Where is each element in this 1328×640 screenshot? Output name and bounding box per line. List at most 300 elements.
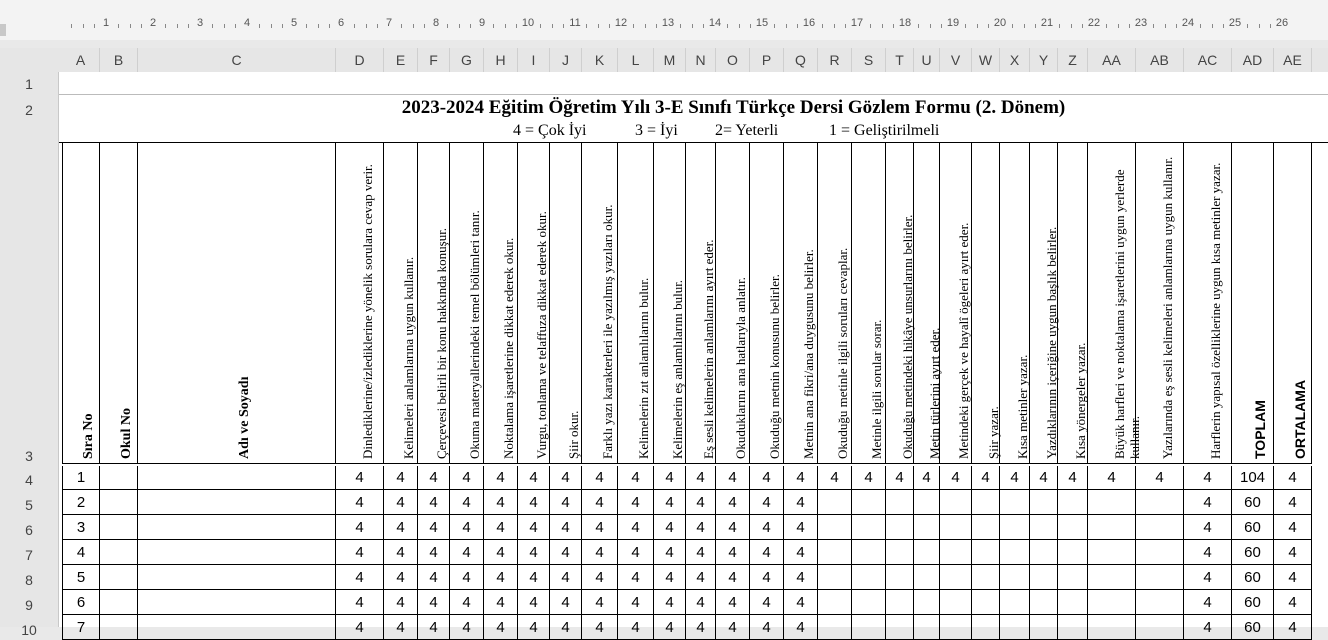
header-criterion[interactable] — [418, 142, 450, 464]
cell-score[interactable]: 4 — [654, 565, 686, 590]
cell-score[interactable] — [1030, 615, 1058, 640]
column-header-B[interactable]: B — [100, 48, 138, 72]
cell-score[interactable] — [972, 615, 1000, 640]
cell-score[interactable]: 4 — [384, 490, 418, 515]
cell-score[interactable] — [1058, 615, 1088, 640]
column-header-T[interactable]: T — [886, 48, 914, 72]
cell-toplam[interactable]: 60 — [1232, 540, 1274, 565]
cell-ortalama[interactable]: 4 — [1274, 590, 1312, 615]
cell-score[interactable]: 4 — [618, 565, 654, 590]
cell-score[interactable]: 4 — [450, 590, 484, 615]
cell-score[interactable] — [940, 490, 972, 515]
header-criterion[interactable] — [1136, 142, 1184, 464]
column-header-S[interactable]: S — [852, 48, 886, 72]
cell-toplam[interactable]: 60 — [1232, 565, 1274, 590]
column-header-X[interactable]: X — [1000, 48, 1030, 72]
row-header-4[interactable]: 4 — [25, 472, 33, 488]
cell-score[interactable]: 4 — [716, 515, 750, 540]
cell-score[interactable] — [972, 515, 1000, 540]
cell-score[interactable]: 4 — [686, 615, 716, 640]
cell-ortalama[interactable]: 4 — [1274, 466, 1312, 490]
cell-score[interactable]: 4 — [972, 466, 1000, 490]
ruler-tick — [680, 24, 681, 28]
cell-sira-no[interactable]: 3 — [62, 515, 100, 540]
column-header-AC[interactable]: AC — [1184, 48, 1232, 72]
cell-score[interactable] — [1000, 590, 1030, 615]
cell-score[interactable]: 4 — [450, 490, 484, 515]
row-header-9[interactable]: 9 — [25, 597, 33, 613]
cell-score[interactable]: 4 — [336, 590, 384, 615]
cell-score[interactable]: 4 — [716, 615, 750, 640]
cell-score[interactable]: 4 — [654, 615, 686, 640]
cell-adi-soyadi[interactable] — [138, 490, 336, 515]
cell-okul-no[interactable] — [100, 466, 138, 490]
cell-score[interactable]: 4 — [750, 490, 784, 515]
row-header-2[interactable]: 2 — [25, 102, 33, 118]
header-criterion[interactable] — [1088, 142, 1142, 464]
header-adi-soyadi[interactable] — [138, 142, 336, 464]
cell-score[interactable]: 4 — [750, 615, 784, 640]
cell-score[interactable]: 4 — [618, 615, 654, 640]
cell-toplam[interactable]: 104 — [1232, 466, 1274, 490]
cell-toplam[interactable]: 60 — [1232, 615, 1274, 640]
cell-score[interactable]: 4 — [582, 466, 618, 490]
cell-score[interactable]: 4 — [716, 540, 750, 565]
cell-score[interactable] — [818, 515, 852, 540]
cell-score[interactable]: 4 — [750, 540, 784, 565]
row-header-6[interactable]: 6 — [25, 522, 33, 538]
header-criterion[interactable] — [550, 142, 582, 464]
cell-score[interactable] — [972, 565, 1000, 590]
cell-score[interactable]: 4 — [384, 515, 418, 540]
cell-score[interactable]: 4 — [750, 565, 784, 590]
cell-adi-soyadi[interactable] — [138, 615, 336, 640]
column-header-H[interactable]: H — [484, 48, 518, 72]
header-criterion[interactable] — [618, 142, 654, 464]
cell-score[interactable]: 4 — [518, 540, 550, 565]
cell-score[interactable]: 4 — [384, 466, 418, 490]
cell-okul-no[interactable] — [100, 540, 138, 565]
cell-sira-no[interactable]: 6 — [62, 590, 100, 615]
cell-score[interactable]: 4 — [518, 490, 550, 515]
column-header-V[interactable]: V — [940, 48, 972, 72]
header-criterion[interactable] — [972, 142, 1000, 464]
cell-score[interactable] — [852, 490, 886, 515]
cell-score[interactable] — [818, 590, 852, 615]
cell-score[interactable] — [886, 565, 914, 590]
cell-score[interactable]: 4 — [686, 515, 716, 540]
cell-score[interactable]: 4 — [418, 466, 450, 490]
cell-okul-no[interactable] — [100, 565, 138, 590]
cell-score[interactable] — [886, 515, 914, 540]
cell-score[interactable] — [1088, 490, 1136, 515]
cell-adi-soyadi[interactable] — [138, 565, 336, 590]
cell-toplam[interactable]: 60 — [1232, 490, 1274, 515]
cell-score[interactable]: 4 — [582, 515, 618, 540]
cell-score[interactable]: 4 — [716, 490, 750, 515]
cell-score[interactable] — [1088, 590, 1136, 615]
cell-toplam[interactable]: 60 — [1232, 590, 1274, 615]
cell-sira-no[interactable]: 5 — [62, 565, 100, 590]
cell-score[interactable]: 4 — [686, 565, 716, 590]
row-header-1[interactable]: 1 — [25, 76, 33, 92]
column-header-M[interactable]: M — [654, 48, 686, 72]
cell-score[interactable] — [886, 590, 914, 615]
cell-score[interactable] — [852, 540, 886, 565]
cell-score[interactable] — [1088, 540, 1136, 565]
cell-score[interactable]: 4 — [1058, 466, 1088, 490]
cell-score[interactable]: 4 — [686, 466, 716, 490]
ruler-number: 2 — [149, 17, 157, 29]
cell-score[interactable] — [1030, 515, 1058, 540]
cell-score[interactable]: 4 — [418, 615, 450, 640]
cell-score[interactable]: 4 — [336, 540, 384, 565]
cell-score[interactable]: 4 — [784, 466, 818, 490]
header-criterion[interactable] — [914, 142, 940, 464]
cell-score[interactable]: 4 — [418, 565, 450, 590]
cell-adi-soyadi[interactable] — [138, 540, 336, 565]
cell-score[interactable]: 4 — [550, 490, 582, 515]
cell-score[interactable]: 4 — [618, 515, 654, 540]
cell-okul-no[interactable] — [100, 615, 138, 640]
cell-score[interactable] — [818, 490, 852, 515]
row-header-10[interactable]: 10 — [21, 622, 37, 638]
column-header-C[interactable]: C — [138, 48, 336, 72]
cell-score[interactable] — [1058, 590, 1088, 615]
worksheet[interactable] — [59, 72, 1328, 636]
cell-score[interactable]: 4 — [484, 540, 518, 565]
cell-score[interactable]: 4 — [518, 515, 550, 540]
column-header-Y[interactable]: Y — [1030, 48, 1058, 72]
header-criterion[interactable] — [582, 142, 618, 464]
cell-score[interactable]: 4 — [550, 615, 582, 640]
cell-score[interactable] — [1030, 490, 1058, 515]
cell-score[interactable] — [1030, 590, 1058, 615]
cell-score[interactable]: 4 — [582, 490, 618, 515]
cell-score[interactable] — [1000, 540, 1030, 565]
cell-score[interactable]: 4 — [550, 590, 582, 615]
header-criterion[interactable] — [940, 142, 972, 464]
cell-score[interactable]: 4 — [1088, 466, 1136, 490]
cell-score[interactable] — [1000, 615, 1030, 640]
column-header-I[interactable]: I — [518, 48, 550, 72]
header-sira-no[interactable] — [62, 142, 100, 464]
cell-okul-no[interactable] — [100, 590, 138, 615]
cell-sira-no[interactable]: 7 — [62, 615, 100, 640]
cell-adi-soyadi[interactable] — [138, 515, 336, 540]
column-header-AD[interactable]: AD — [1232, 48, 1274, 72]
cell-score[interactable]: 4 — [582, 540, 618, 565]
header-criterion[interactable] — [1030, 142, 1058, 464]
cell-score[interactable] — [852, 565, 886, 590]
cell-score[interactable]: 4 — [550, 515, 582, 540]
cell-score[interactable]: 4 — [550, 540, 582, 565]
header-criterion[interactable] — [450, 142, 484, 464]
cell-score[interactable]: 4 — [384, 540, 418, 565]
cell-score[interactable]: 4 — [484, 490, 518, 515]
column-header-AE[interactable]: AE — [1274, 48, 1312, 72]
column-header-O[interactable]: O — [716, 48, 750, 72]
cell-score[interactable]: 4 — [654, 540, 686, 565]
cell-score[interactable] — [1136, 540, 1184, 565]
column-header-Z[interactable]: Z — [1058, 48, 1088, 72]
cell-score[interactable]: 4 — [1184, 490, 1232, 515]
row-header-7[interactable]: 7 — [25, 547, 33, 563]
cell-score[interactable]: 4 — [418, 515, 450, 540]
cell-score[interactable] — [972, 540, 1000, 565]
column-header-AB[interactable]: AB — [1136, 48, 1184, 72]
cell-score[interactable]: 4 — [818, 466, 852, 490]
cell-score[interactable]: 4 — [686, 540, 716, 565]
cell-score[interactable]: 4 — [750, 515, 784, 540]
cell-score[interactable] — [914, 540, 940, 565]
cell-score[interactable]: 4 — [852, 466, 886, 490]
cell-score[interactable]: 4 — [384, 590, 418, 615]
cell-score[interactable] — [1058, 490, 1088, 515]
header-criterion[interactable] — [654, 142, 686, 464]
cell-score[interactable] — [1136, 590, 1184, 615]
cell-score[interactable]: 4 — [336, 615, 384, 640]
header-criterion[interactable] — [1184, 142, 1232, 464]
ruler-tick — [692, 24, 693, 28]
header-criterion-text: Okuduğu metindeki hikâye unsurlarını belirler. — [899, 214, 915, 459]
cell-score[interactable]: 4 — [618, 590, 654, 615]
cell-score[interactable] — [1000, 515, 1030, 540]
header-toplam[interactable] — [1232, 142, 1274, 464]
cell-score[interactable]: 4 — [686, 590, 716, 615]
cell-score[interactable]: 4 — [654, 490, 686, 515]
cell-sira-no[interactable]: 4 — [62, 540, 100, 565]
cell-okul-no[interactable] — [100, 490, 138, 515]
header-criterion[interactable] — [1058, 142, 1088, 464]
cell-ortalama[interactable]: 4 — [1274, 565, 1312, 590]
cell-score[interactable]: 4 — [686, 490, 716, 515]
row-header-3[interactable]: 3 — [25, 448, 33, 464]
cell-score[interactable] — [1058, 565, 1088, 590]
cell-score[interactable]: 4 — [582, 565, 618, 590]
cell-score[interactable]: 4 — [518, 466, 550, 490]
column-header-F[interactable]: F — [418, 48, 450, 72]
cell-score[interactable] — [1088, 565, 1136, 590]
table-row — [59, 490, 1328, 515]
ruler-tick — [930, 24, 931, 28]
cell-score[interactable]: 4 — [940, 466, 972, 490]
table-row — [59, 615, 1328, 640]
column-header-E[interactable]: E — [384, 48, 418, 72]
cell-score[interactable] — [1000, 565, 1030, 590]
cell-score[interactable] — [886, 540, 914, 565]
cell-score[interactable]: 4 — [618, 490, 654, 515]
cell-score[interactable]: 4 — [484, 565, 518, 590]
cell-score[interactable]: 4 — [550, 565, 582, 590]
cell-score[interactable] — [972, 490, 1000, 515]
cell-score[interactable] — [852, 515, 886, 540]
cell-score[interactable] — [852, 590, 886, 615]
cell-score[interactable] — [940, 540, 972, 565]
cell-score[interactable]: 4 — [518, 565, 550, 590]
cell-ortalama[interactable]: 4 — [1274, 615, 1312, 640]
cell-score[interactable] — [818, 615, 852, 640]
cell-score[interactable]: 4 — [450, 466, 484, 490]
cell-score[interactable]: 4 — [518, 590, 550, 615]
cell-score[interactable]: 4 — [1136, 466, 1184, 490]
column-header-K[interactable]: K — [582, 48, 618, 72]
cell-score[interactable]: 4 — [450, 615, 484, 640]
header-criterion-text: Kelimeleri anlamlarına uygun kullanır. — [400, 256, 416, 459]
cell-score[interactable]: 4 — [582, 615, 618, 640]
column-header-W[interactable]: W — [972, 48, 1000, 72]
column-header-D[interactable]: D — [336, 48, 384, 72]
cell-score[interactable]: 4 — [784, 515, 818, 540]
column-header-Q[interactable]: Q — [784, 48, 818, 72]
cell-score[interactable]: 4 — [716, 466, 750, 490]
cell-score[interactable] — [818, 565, 852, 590]
cell-score[interactable]: 4 — [336, 515, 384, 540]
cell-score[interactable]: 4 — [418, 540, 450, 565]
cell-score[interactable]: 4 — [550, 466, 582, 490]
column-header-N[interactable]: N — [686, 48, 716, 72]
header-criterion[interactable] — [784, 142, 818, 464]
header-criterion[interactable] — [1000, 142, 1030, 464]
header-criterion[interactable] — [384, 142, 418, 464]
header-criterion[interactable] — [716, 142, 750, 464]
cell-score[interactable] — [1000, 490, 1030, 515]
cell-score[interactable] — [886, 615, 914, 640]
cell-score[interactable] — [1058, 515, 1088, 540]
header-criterion[interactable] — [518, 142, 550, 464]
header-criterion[interactable] — [750, 142, 784, 464]
cell-score[interactable]: 4 — [518, 615, 550, 640]
cell-ortalama[interactable]: 4 — [1274, 515, 1312, 540]
cell-okul-no[interactable] — [100, 515, 138, 540]
cell-score[interactable]: 4 — [1184, 515, 1232, 540]
cell-score[interactable]: 4 — [618, 466, 654, 490]
cell-score[interactable] — [1136, 565, 1184, 590]
cell-score[interactable] — [914, 490, 940, 515]
header-criterion[interactable] — [336, 142, 384, 464]
cell-score[interactable] — [886, 490, 914, 515]
column-header-L[interactable]: L — [618, 48, 654, 72]
cell-score[interactable]: 4 — [750, 466, 784, 490]
cell-score[interactable]: 4 — [1030, 466, 1058, 490]
header-criterion[interactable] — [886, 142, 914, 464]
cell-ortalama[interactable]: 4 — [1274, 490, 1312, 515]
cell-score[interactable]: 4 — [484, 590, 518, 615]
cell-ortalama[interactable]: 4 — [1274, 540, 1312, 565]
header-ortalama[interactable] — [1274, 142, 1312, 464]
cell-score[interactable]: 4 — [582, 590, 618, 615]
cell-score[interactable]: 4 — [336, 466, 384, 490]
cell-score[interactable] — [1136, 515, 1184, 540]
cell-sira-no[interactable]: 1 — [62, 466, 100, 490]
cell-score[interactable] — [1088, 515, 1136, 540]
ruler-tick — [656, 24, 657, 28]
header-criterion[interactable] — [818, 142, 852, 464]
column-header-AA[interactable]: AA — [1088, 48, 1136, 72]
cell-score[interactable]: 4 — [784, 590, 818, 615]
cell-score[interactable] — [1030, 565, 1058, 590]
cell-score[interactable] — [1136, 615, 1184, 640]
cell-score[interactable]: 4 — [654, 466, 686, 490]
cell-score[interactable]: 4 — [484, 466, 518, 490]
cell-score[interactable]: 4 — [654, 590, 686, 615]
cell-score[interactable] — [940, 515, 972, 540]
cell-score[interactable]: 4 — [784, 565, 818, 590]
column-header-R[interactable]: R — [818, 48, 852, 72]
cell-score[interactable]: 4 — [716, 565, 750, 590]
cell-score[interactable] — [972, 590, 1000, 615]
cell-score[interactable]: 4 — [914, 466, 940, 490]
header-criterion[interactable] — [484, 142, 518, 464]
cell-score[interactable] — [1136, 490, 1184, 515]
header-criterion[interactable] — [852, 142, 886, 464]
cell-score[interactable] — [914, 590, 940, 615]
cell-score[interactable]: 4 — [784, 540, 818, 565]
cell-score[interactable]: 4 — [336, 490, 384, 515]
cell-score[interactable]: 4 — [384, 615, 418, 640]
cell-score[interactable]: 4 — [1000, 466, 1030, 490]
cell-score[interactable] — [914, 565, 940, 590]
cell-score[interactable] — [1088, 615, 1136, 640]
cell-score[interactable]: 4 — [450, 515, 484, 540]
cell-score[interactable]: 4 — [418, 490, 450, 515]
cell-score[interactable] — [1030, 540, 1058, 565]
column-header-G[interactable]: G — [450, 48, 484, 72]
cell-score[interactable]: 4 — [450, 540, 484, 565]
cell-score[interactable]: 4 — [750, 590, 784, 615]
cell-score[interactable]: 4 — [654, 515, 686, 540]
cell-toplam[interactable]: 60 — [1232, 515, 1274, 540]
row-header-5[interactable]: 5 — [25, 497, 33, 513]
cell-score[interactable]: 4 — [1184, 590, 1232, 615]
cell-score[interactable] — [914, 515, 940, 540]
cell-score[interactable] — [914, 615, 940, 640]
cell-score[interactable]: 4 — [384, 565, 418, 590]
cell-score[interactable] — [1058, 540, 1088, 565]
header-okul-no[interactable] — [100, 142, 138, 464]
cell-score[interactable]: 4 — [418, 590, 450, 615]
cell-score[interactable]: 4 — [336, 565, 384, 590]
cell-score[interactable] — [852, 615, 886, 640]
cell-score[interactable]: 4 — [618, 540, 654, 565]
cell-score[interactable]: 4 — [484, 615, 518, 640]
cell-score[interactable]: 4 — [1184, 540, 1232, 565]
cell-score[interactable] — [940, 565, 972, 590]
cell-score[interactable]: 4 — [784, 490, 818, 515]
column-header-J[interactable]: J — [550, 48, 582, 72]
cell-sira-no[interactable]: 2 — [62, 490, 100, 515]
cell-score[interactable]: 4 — [886, 466, 914, 490]
cell-score[interactable] — [940, 615, 972, 640]
ruler-number: 22 — [1087, 17, 1101, 29]
cell-score[interactable]: 4 — [1184, 565, 1232, 590]
cell-adi-soyadi[interactable] — [138, 466, 336, 490]
cell-score[interactable]: 4 — [1184, 466, 1232, 490]
cell-score[interactable] — [940, 590, 972, 615]
header-criterion[interactable] — [686, 142, 716, 464]
cell-score[interactable]: 4 — [1184, 615, 1232, 640]
cell-score[interactable]: 4 — [784, 615, 818, 640]
cell-score[interactable]: 4 — [450, 565, 484, 590]
cell-score[interactable] — [818, 540, 852, 565]
row-header-8[interactable]: 8 — [25, 572, 33, 588]
cell-score[interactable]: 4 — [716, 590, 750, 615]
column-header-P[interactable]: P — [750, 48, 784, 72]
cell-adi-soyadi[interactable] — [138, 590, 336, 615]
column-header-A[interactable]: A — [62, 48, 100, 72]
column-header-U[interactable]: U — [914, 48, 940, 72]
cell-score[interactable]: 4 — [484, 515, 518, 540]
